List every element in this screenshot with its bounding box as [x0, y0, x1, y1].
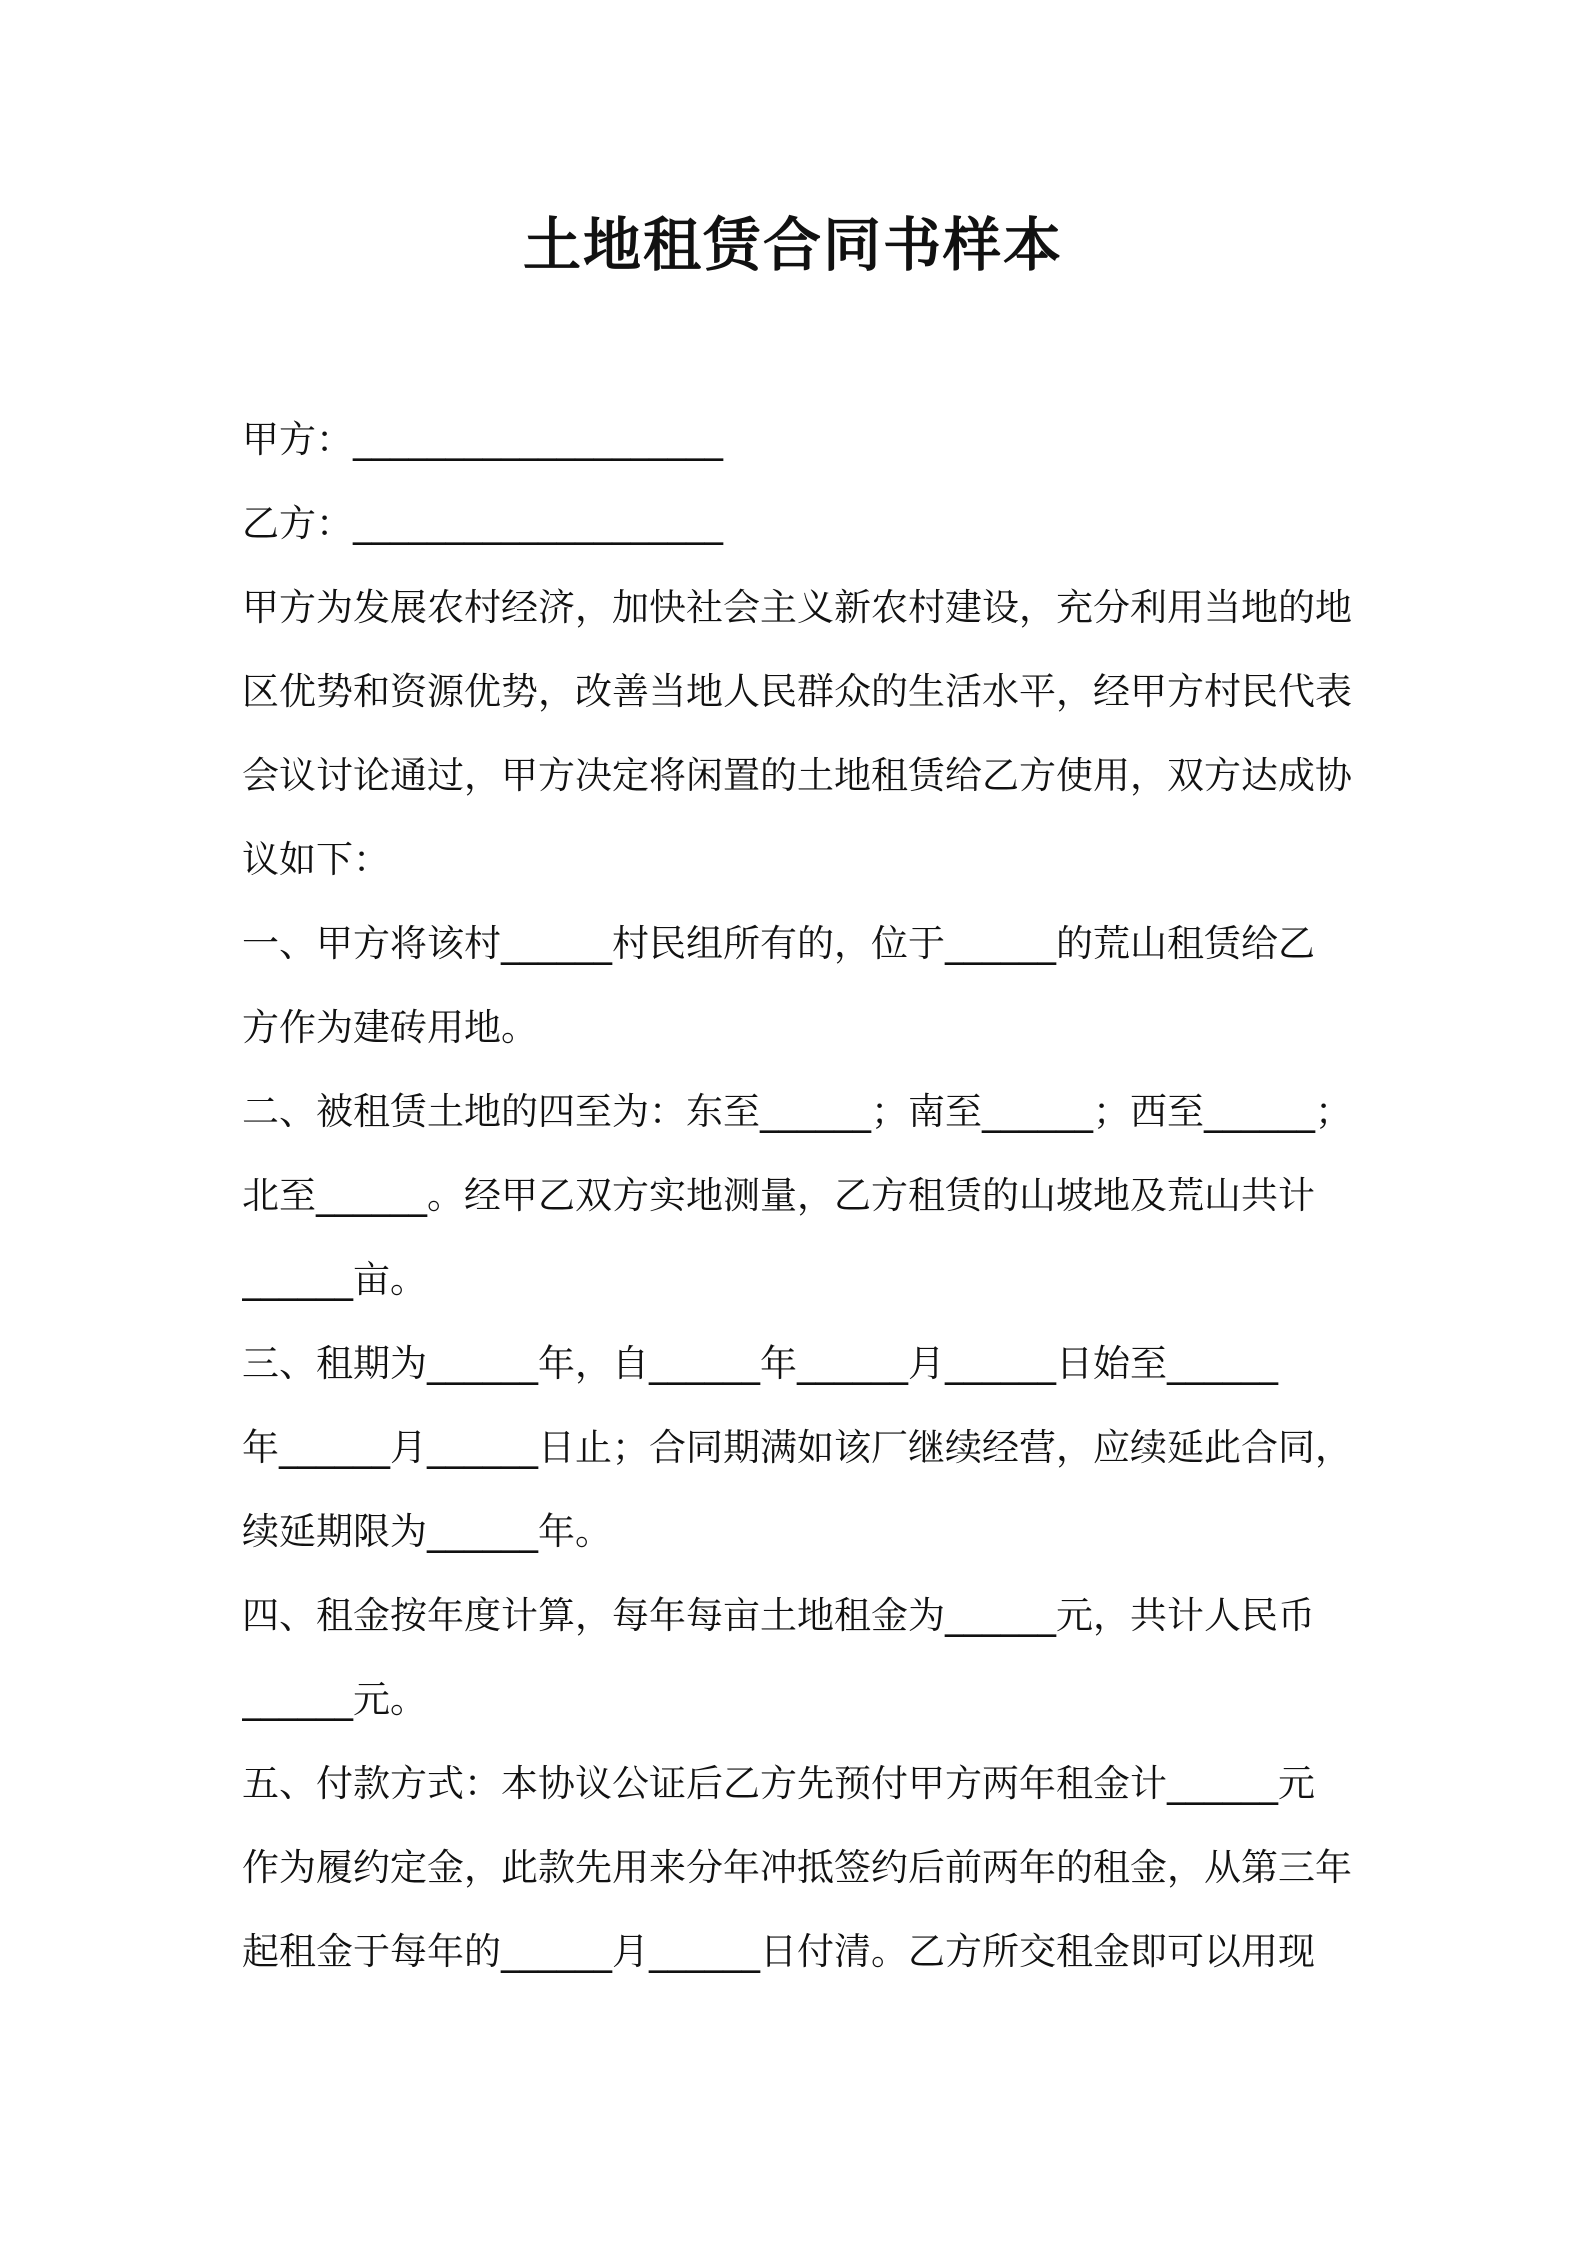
- clause-2-line-3: ______亩。: [242, 1258, 427, 1301]
- document-body: [242, 398, 1362, 1994]
- clause-1-line-2: 方作为建砖用地。: [242, 1006, 538, 1049]
- clause-3-line-3: 续延期限为______年。: [242, 1510, 612, 1553]
- clause-5-line-2: 作为履约定金，此款先用来分年冲抵签约后前两年的租金，从第三年: [242, 1846, 1352, 1889]
- clause-2-line-1: 二、被租赁土地的四至为：东至______；南至______；西至______；: [242, 1090, 1352, 1133]
- intro-line-4: 议如下：: [242, 838, 390, 881]
- intro-line-3: 会议讨论通过，甲方决定将闲置的土地租赁给乙方使用，双方达成协: [242, 754, 1352, 797]
- document-title: 土地租赁合同书样本: [522, 211, 1063, 279]
- party-a-line: 甲方：____________________: [242, 418, 723, 461]
- clause-4-line-1: 四、租金按年度计算，每年每亩土地租金为______元，共计人民币: [242, 1594, 1315, 1637]
- clause-2-line-2: 北至______。经甲乙双方实地测量，乙方租赁的山坡地及荒山共计: [242, 1174, 1315, 1217]
- clause-1-line-1: 一、甲方将该村______村民组所有的，位于______的荒山租赁给乙: [242, 922, 1315, 965]
- intro-line-1: 甲方为发展农村经济，加快社会主义新农村建设，充分利用当地的地: [242, 586, 1352, 629]
- clause-5-line-3: 起租金于每年的______月______日付清。乙方所交租金即可以用现: [242, 1930, 1315, 1973]
- clause-3-line-2: 年______月______日止；合同期满如该厂继续经营，应续延此合同，: [242, 1426, 1352, 1469]
- intro-line-2: 区优势和资源优势，改善当地人民群众的生活水平，经甲方村民代表: [242, 670, 1352, 713]
- clause-5-line-1: 五、付款方式：本协议公证后乙方先预付甲方两年租金计______元: [242, 1762, 1315, 1805]
- party-b-line: 乙方：____________________: [242, 502, 723, 545]
- clause-4-line-2: ______元。: [242, 1678, 427, 1721]
- clause-3-line-1: 三、租期为______年，自______年______月______日始至______: [242, 1342, 1278, 1385]
